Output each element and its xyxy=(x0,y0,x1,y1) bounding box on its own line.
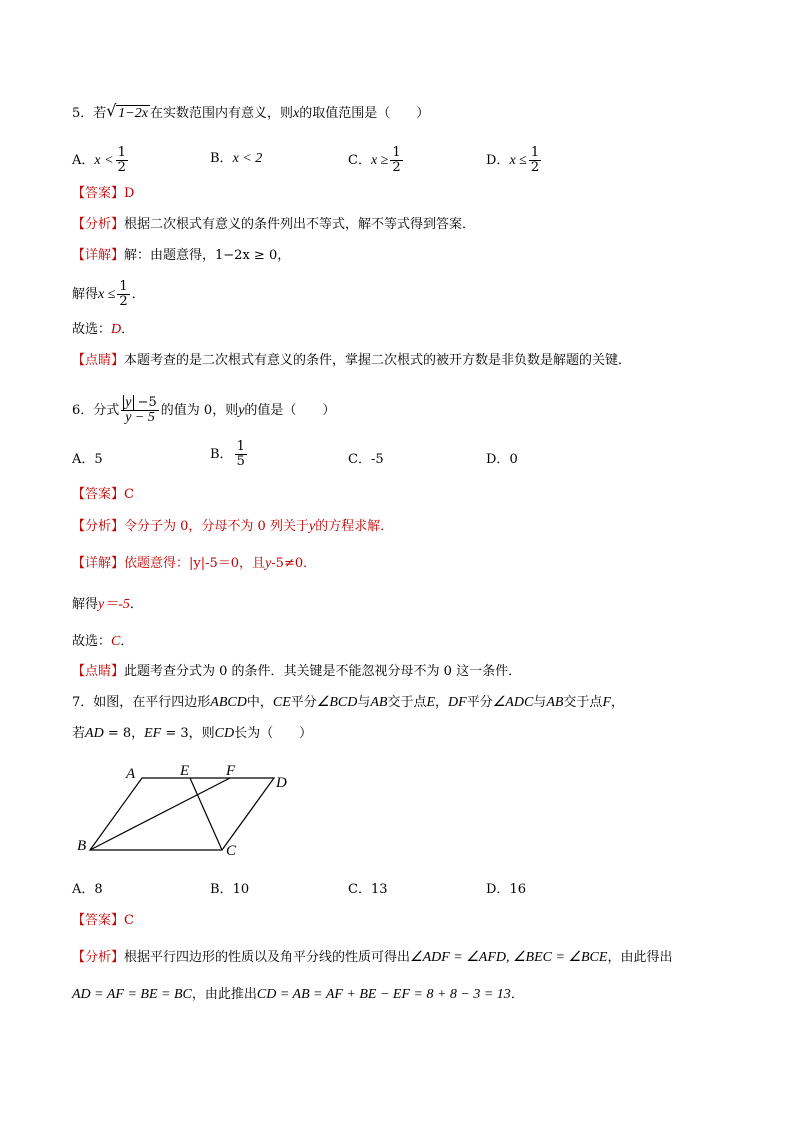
q5-option-a: A．x < $\frac{1}{2}$ xyxy=(72,145,126,175)
q7-option-c: C．13 xyxy=(348,882,388,897)
label-b: B xyxy=(77,838,87,854)
q6-detail: 【详解】依题意得：|y|-5＝0，且y-5≠0． xyxy=(72,556,317,571)
q7-stem-line2: 若AD = 8，EF = 3，则CD长为（ ） xyxy=(72,726,313,741)
q5-analysis: 【分析】根据二次根式有意义的条件列出不等式，解不等式得到答案． xyxy=(72,217,476,232)
segment-bf xyxy=(90,778,230,850)
parallelogram-abcd xyxy=(90,778,274,850)
q5-comment: 【点睛】本题考查的是二次根式有意义的条件，掌握二次根式的被开方数是非负数是解题的关键． xyxy=(72,353,632,368)
q5-choose: 故选：D． xyxy=(72,322,135,337)
q6-comment: 【点睛】此题考查分式为 0 的条件．其关键是不能忽视分母不为 0 这一条件． xyxy=(72,664,522,679)
q5-answer: 【答案】D xyxy=(72,186,135,201)
label-c: C xyxy=(226,843,237,859)
label-f: F xyxy=(226,763,236,779)
q5-number: 5．若 xyxy=(72,106,107,121)
q5-solve: 解得x ≤ $\frac{1}{2}$ ． xyxy=(72,279,145,309)
q6-choose: 故选：C． xyxy=(72,634,134,649)
q5-detail: 【详解】解：由题意得，1−2x ≥ 0， xyxy=(72,248,291,263)
q6-option-d: D．0 xyxy=(486,452,518,467)
q6-option-a: A．5 xyxy=(72,452,103,467)
sqrt-expression: √ 1−2x xyxy=(106,101,148,121)
label-e: E xyxy=(180,763,190,779)
q7-analysis-line2: AD = AF = BE = BC，由此推出CD = AB = AF + BE − EF = 8 + 8 − 3 = 13． xyxy=(72,987,524,1002)
q7-stem-line1: 7．如图，在平行四边形ABCD中，CE平分∠BCD与AB交于点E，DF平分∠ADC与AB交于点F， xyxy=(72,695,625,710)
q7-answer: 【答案】C xyxy=(72,913,134,928)
q6-analysis: 【分析】令分子为 0，分母不为 0 列关于y的方程求解． xyxy=(72,519,394,534)
label-a: A xyxy=(126,766,136,782)
q5-option-c: C．x ≥ $\frac{1}{2}$ xyxy=(348,145,401,175)
fraction-expression: $\frac{y -5}{y - 5}$ xyxy=(121,396,159,425)
q5-stem: 5．若 √ 1−2x 在实数范围内有意义，则x的取值范围是（ ） xyxy=(72,104,429,124)
label-d: D xyxy=(276,775,287,791)
q7-option-d: D．16 xyxy=(486,882,526,897)
q7-option-b: B．10 xyxy=(210,882,250,897)
parallelogram-figure xyxy=(74,760,304,860)
q6-option-b: B． $\frac{1}{5}$ xyxy=(210,439,245,469)
q7-option-a: A．8 xyxy=(72,882,103,897)
q7-analysis-line1: 【分析】根据平行四边形的性质以及角平分线的性质可得出∠ADF = ∠AFD, ∠BEC = ∠BCE，由此得出 xyxy=(72,950,673,965)
q6-stem: 6．分式 $\frac{y -5}{y - 5}$ 的值为 0，则y的值是（ ） xyxy=(72,395,336,425)
q5-option-d: D．x ≤ $\frac{1}{2}$ xyxy=(486,145,540,175)
q6-option-c: C．-5 xyxy=(348,452,384,467)
q6-solve: 解得y＝-5． xyxy=(72,597,143,612)
segment-ce xyxy=(190,778,222,850)
q5-option-b: B．x < 2 xyxy=(210,151,263,166)
q6-answer: 【答案】C xyxy=(72,487,134,502)
